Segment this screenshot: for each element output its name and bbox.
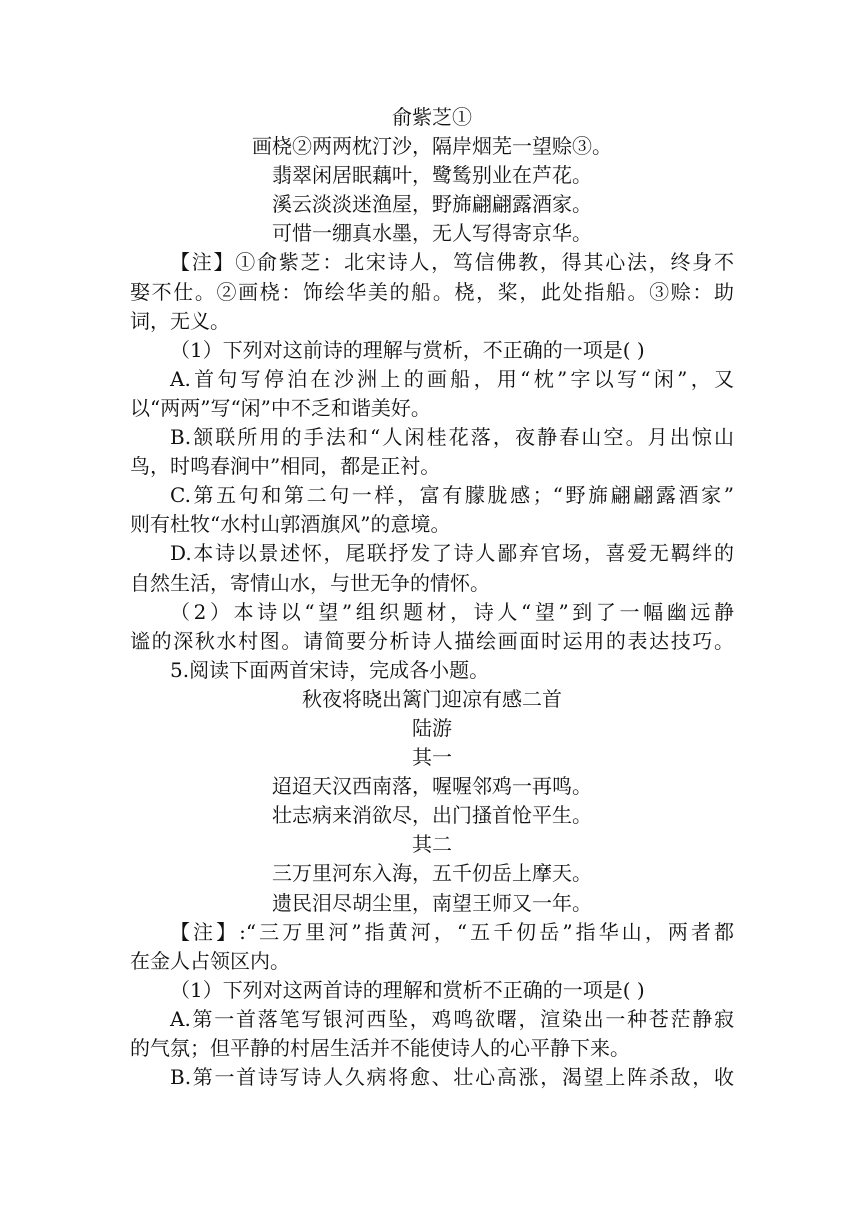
poem2-part1-line-2: 壮志病来消欲尽，出门搔首怆平生。	[272, 803, 592, 828]
poem1-note-line-2: 娶不仕。②画桡：饰绘华美的船。桡，桨，此处指船。③赊：助	[130, 279, 734, 304]
poem2-question-1-stem: （1）下列对这两首诗的理解和赏析不正确的一项是( )	[170, 977, 645, 1002]
poem2-author: 陆游	[412, 715, 452, 740]
document-text	[130, 103, 734, 1092]
poem2-title: 秋夜将晓出篱门迎凉有感二首	[302, 686, 562, 711]
question-5-heading: 5.阅读下面两首宋诗，完成各小题。	[170, 657, 490, 682]
poem2-note-line-1: 【注】:“三万里河”指黄河，“五千仞岳”指华山，两者都	[170, 919, 734, 944]
poem1-line-2: 翡翠闲居眠藕叶，鹭鸶别业在芦花。	[272, 163, 592, 188]
poem1-question-2-line-2: 谧的深秋水村图。请简要分析诗人描绘画面时运用的表达技巧。	[130, 628, 734, 653]
poem1-line-1: 画桡②两两枕汀沙，隔岸烟芜一望赊③。	[252, 134, 612, 159]
poem1-option-c-line-1: C.第五句和第二句一样，富有朦胧感；“野旆翩翩露酒家”	[170, 483, 734, 508]
poem2-note-line-2: 在金人占领区内。	[130, 948, 290, 973]
poem1-question-2-line-1: （2）本诗以“望”组织题材，诗人“望”到了一幅幽远静	[170, 599, 734, 624]
poem1-option-c-line-2: 则有杜牧“水村山郭酒旗风”的意境。	[130, 512, 451, 537]
poem1-option-b-line-1: B.颔联所用的手法和“人闲桂花落，夜静春山空。月出惊山	[170, 425, 734, 450]
poem2-option-a-line-2: 的气氛；但平静的村居生活并不能使诗人的心平静下来。	[130, 1036, 630, 1060]
poem1-author: 俞紫芝①	[392, 105, 472, 129]
poem1-question-1-stem: （1）下列对这前诗的理解与赏析，不正确的一项是( )	[170, 337, 645, 362]
poem1-note-line-3: 词，无义。	[130, 308, 230, 333]
poem1-option-b-line-2: 鸟，时鸣春涧中”相同，都是正衬。	[130, 454, 441, 479]
poem2-option-a-line-1: A.第一首落笔写银河西坠，鸡鸣欲曙，渲染出一种苍茫静寂	[170, 1006, 734, 1031]
poem2-part1-label: 其一	[412, 745, 452, 770]
poem2-part1-line-1: 迢迢天汉西南落，喔喔邻鸡一再鸣。	[272, 774, 592, 799]
poem2-part2-label: 其二	[412, 832, 452, 857]
poem2-part2-line-2: 遗民泪尽胡尘里，南望王师又一年。	[272, 890, 592, 915]
poem2-part2-line-1: 三万里河东入海，五千仞岳上摩天。	[272, 861, 592, 886]
poem1-note-line-1: 【注】①俞紫芝：北宋诗人，笃信佛教，得其心法，终身不	[170, 250, 734, 275]
poem1-line-4: 可惜一绷真水墨，无人写得寄京华。	[272, 221, 592, 246]
poem1-line-3: 溪云淡淡迷渔屋，野旆翩翩露酒家。	[272, 192, 592, 217]
poem1-option-d-line-1: D.本诗以景述怀，尾联抒发了诗人鄙弃官场，喜爱无羁绊的	[170, 541, 734, 566]
poem1-option-d-line-2: 自然生活，寄情山水，与世无争的情怀。	[130, 570, 490, 595]
poem1-option-a-line-2: 以“两两”写“闲”中不乏和谐美好。	[130, 395, 431, 420]
poem2-option-b-line-1: B.第一首诗写诗人久病将愈、壮心高涨，渴望上阵杀敌，收	[170, 1065, 734, 1090]
poem1-option-a-line-1: A.首句写停泊在沙洲上的画船，用“枕”字以写“闲”，又	[170, 366, 734, 391]
